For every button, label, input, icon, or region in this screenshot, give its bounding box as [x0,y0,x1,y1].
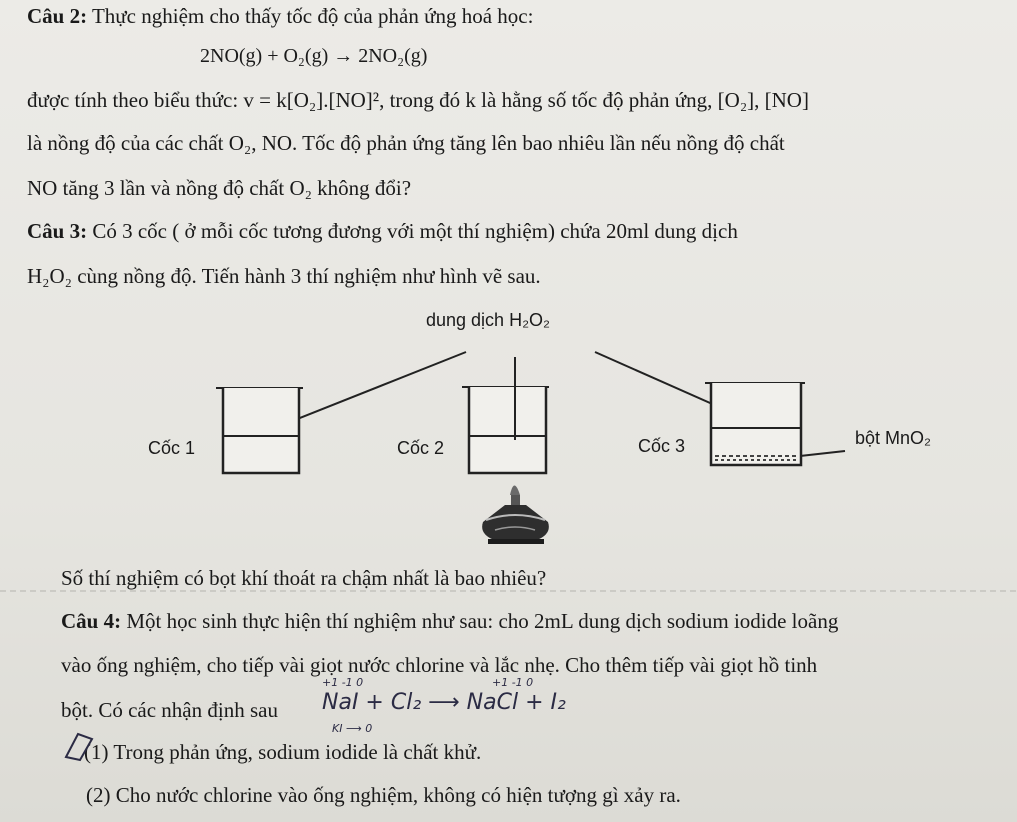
handwritten-note: KI ⟶ 0 [332,722,373,735]
cup-1-label: Cốc 1 [148,438,196,458]
handwritten-oxidation-states: +1 -1 0 [322,676,364,689]
q3-line2: H₂O₂ cùng nồng độ. Tiến hành 3 thí nghiệm như hình vẽ sau. [27,264,541,288]
q4-item-1: (1) Trong phản ứng, sodium iodide là chất khử. [84,740,482,764]
q2-line3: là nồng độ của các chất O₂, NO. Tốc độ phản ứng tăng lên bao nhiêu lần nếu nồng độ chất [27,131,785,155]
q2-line2: được tính theo biểu thức: v = k[O₂].[NO]², trong đó k là hằng số tốc độ phản ứng, [O₂], [NO] [27,88,809,112]
cup-2-label: Cốc 2 [397,438,445,458]
q2-line1: Thực nghiệm cho thấy tốc độ của phản ứng hoá học: [87,4,534,28]
cup-3-label: Cốc 3 [638,436,686,456]
q4-line2: vào ống nghiệm, cho tiếp vài giọt nước chlorine và lắc nhẹ. Cho thêm tiếp vài giọt hồ tinh [61,653,818,677]
handwritten-oxidation-states-right: +1 -1 0 [492,676,534,689]
q4-label: Câu 4: [61,609,122,633]
q2-equation: 2NO(g) + O₂(g) → 2NO₂(g) [200,45,428,67]
q3-line1: Có 3 cốc ( ở mỗi cốc tương đương với một thí nghiệm) chứa 20ml dung dịch [87,219,738,243]
q4-item-2: (2) Cho nước chlorine vào ống nghiệm, không có hiện tượng gì xảy ra. [86,783,681,807]
q2-label: Câu 2: [27,4,88,28]
q4-line1: Một học sinh thực hiện thí nghiệm như sau: cho 2mL dung dịch sodium iodide loãng [121,609,839,633]
q2-line4: NO tăng 3 lần và nồng độ chất O₂ không đổi? [27,176,412,200]
solution-label: dung dịch H₂O₂ [426,310,551,330]
handwritten-reaction: NaI + Cl₂ ⟶ NaCl + I₂ [322,690,566,715]
handwritten-check-mark [66,734,92,760]
q3-label: Câu 3: [27,219,88,243]
q3-question: Số thí nghiệm có bọt khí thoát ra chậm nhất là bao nhiêu? [61,566,547,590]
q4-line3: bột. Có các nhận định sau [61,698,278,722]
mno2-powder-label: bột MnO₂ [855,428,932,448]
